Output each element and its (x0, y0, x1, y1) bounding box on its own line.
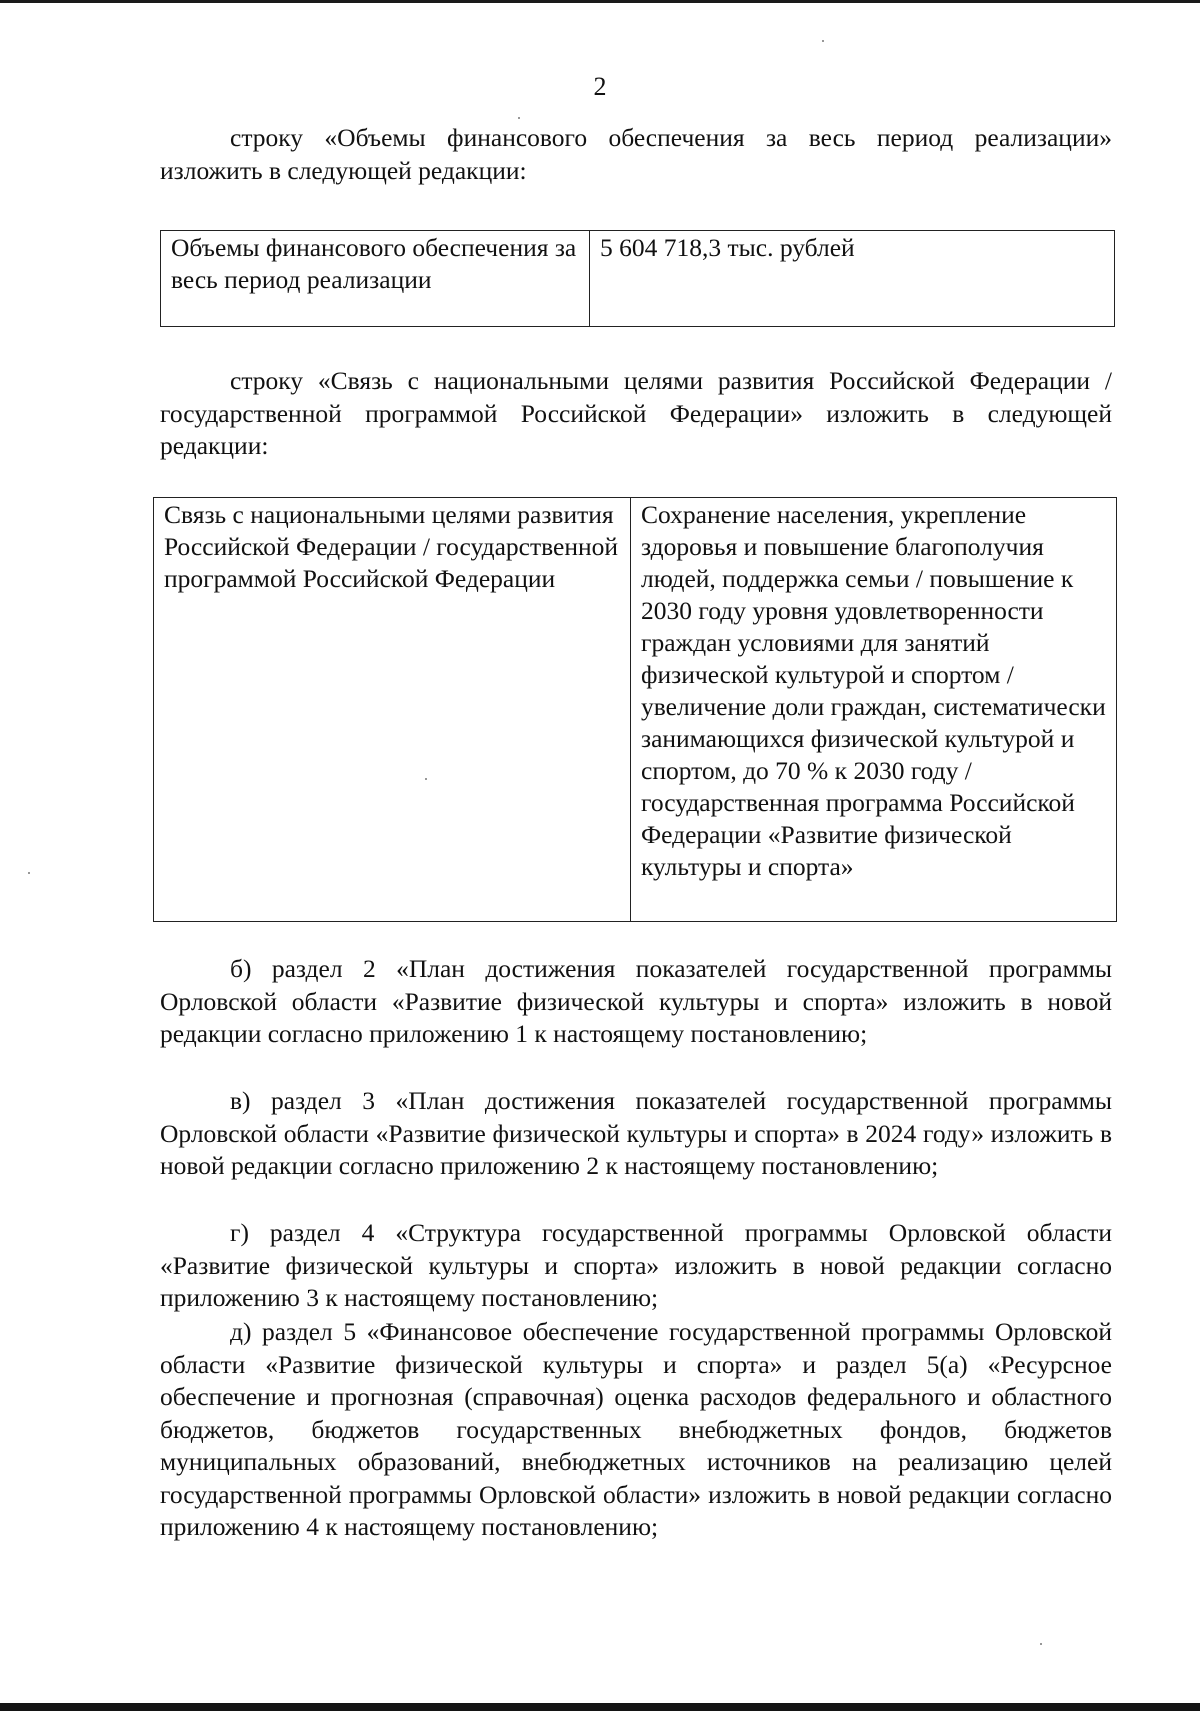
goals-label-cell: Связь с национальными целями развития Российской Федерации / государственной программой Российской Федерации (154, 498, 631, 922)
finance-value-cell: 5 604 718,3 тыс. рублей (590, 231, 1115, 327)
table-row (161, 231, 1115, 327)
goals-value-cell: Сохранение населения, укрепление здоровья и повышение благополучия людей, поддержка семьи / повышение к 2030 году уровня удовлетворенности граждан условиями для занятий физической культурой и спортом / увеличение доли граждан, систематически занимающихся физической культурой и спортом, до 70 % к 2030 году / государственная программа Российской Федерации «Развитие физической культуры и спорта» (631, 498, 1117, 922)
finance-label-cell: Объемы финансового обеспечения за весь период реализации (161, 231, 590, 327)
table-row (154, 498, 1117, 922)
item-b-paragraph: б) раздел 2 «План достижения показателей государственной программы Орловской области «Развитие физической культуры и спорта» изложить в новой редакции согласно приложению 1 к настоящему постановлению; (160, 954, 1112, 1048)
scan-speck (1040, 1643, 1042, 1645)
scan-speck (425, 778, 427, 780)
finance-intro-paragraph: строку «Объемы финансового обеспечения за весь период реализации» изложить в следующей редакции: (160, 123, 1112, 185)
finance-table (160, 230, 1115, 327)
goals-table (153, 497, 1117, 922)
item-g-paragraph: г) раздел 4 «Структура государственной программы Орловской области «Развитие физической культуры и спорта» изложить в новой редакции согласно приложению 3 к настоящему постановлению; (160, 1218, 1112, 1312)
item-d-paragraph: д) раздел 5 «Финансовое обеспечение государственной программы Орловской области «Развитие физической культуры и спорта» и раздел 5(а) «Ресурсное обеспечение и прогнозная (справочная) оценка расходов федерального и областного бюджетов, бюджетов государственных внебюджетных фондов, бюджетов муниципальных образований, внебюджетных источников на реализацию целей государственной программы Орловской области» изложить в новой редакции согласно приложению 4 к настоящему постановлению; (160, 1317, 1112, 1541)
scan-speck (518, 117, 520, 119)
scan-bottom-edge (0, 1703, 1200, 1711)
item-v-paragraph: в) раздел 3 «План достижения показателей государственной программы Орловской области «Развитие физической культуры и спорта» в 2024 году» изложить в новой редакции согласно приложению 2 к настоящему постановлению; (160, 1086, 1112, 1180)
goals-intro-paragraph: строку «Связь с национальными целями развития Российской Федерации / государственной программой Российской Федерации» изложить в следующей редакции: (160, 366, 1112, 460)
page-number: 2 (593, 72, 607, 101)
scan-speck (28, 872, 30, 874)
scan-speck (822, 40, 824, 42)
scan-top-edge (0, 0, 1200, 3)
